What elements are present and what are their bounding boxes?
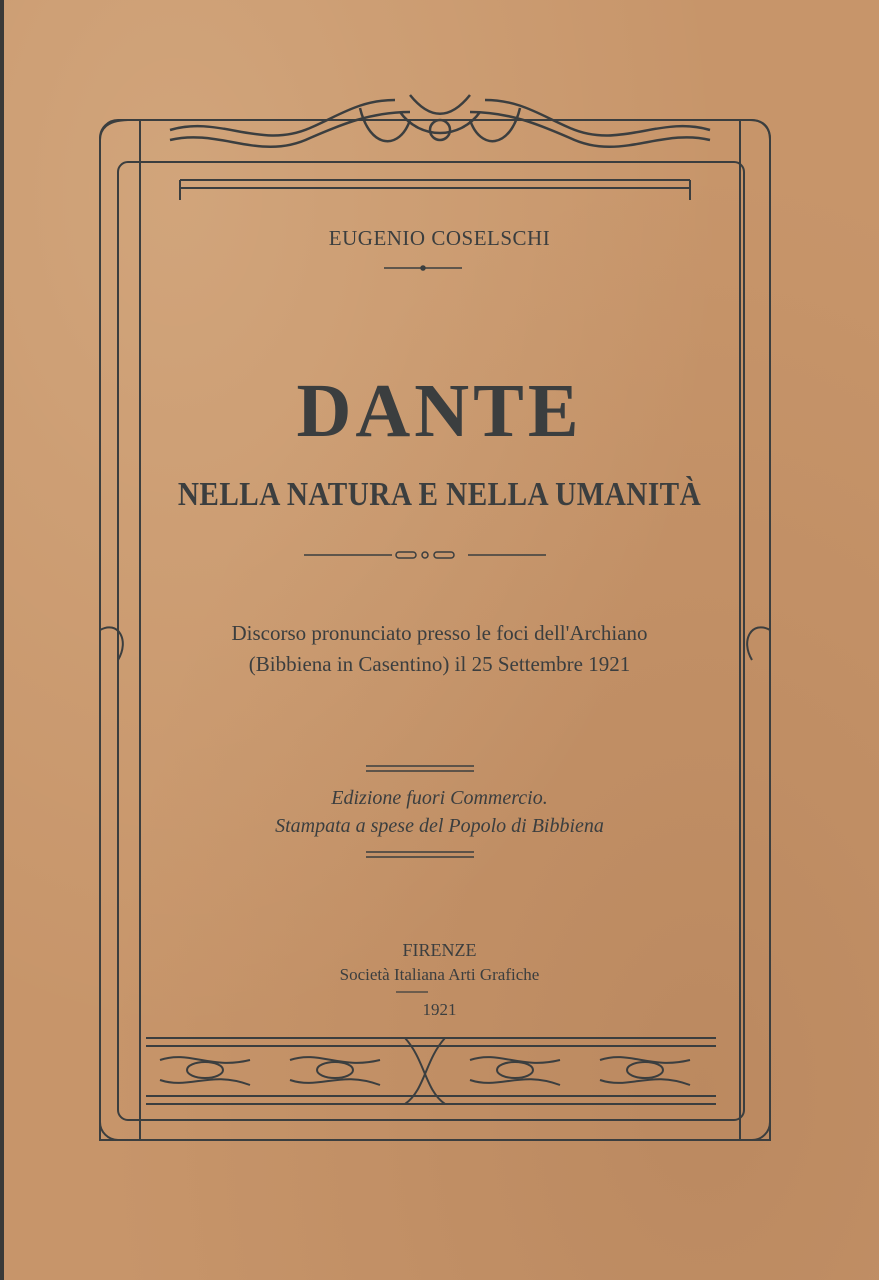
edition-note-line-2: Stampata a spese del Popolo di Bibbiena xyxy=(275,815,604,837)
author-divider xyxy=(384,266,462,270)
book-subtitle: NELLA NATURA E NELLA UMANITÀ xyxy=(177,476,702,513)
description-line-2: (Bibbiena in Casentino) il 25 Settembre 1921 xyxy=(248,652,631,676)
publication-city: FIRENZE xyxy=(402,940,477,960)
edition-rule-top xyxy=(366,766,474,771)
description-line-1: Discorso pronunciato presso le foci dell'Archiano xyxy=(231,621,648,645)
publisher-name: Società Italiana Arti Grafiche xyxy=(339,965,540,984)
publication-year: 1921 xyxy=(422,1000,457,1019)
subtitle-divider xyxy=(304,552,546,558)
edition-rule-bottom xyxy=(366,852,474,857)
author-name: EUGENIO COSELSCHI xyxy=(328,226,551,250)
bottom-ornament xyxy=(160,1057,690,1085)
edition-note-line-1: Edizione fuori Commercio. xyxy=(331,787,548,809)
book-title: DANTE xyxy=(296,369,583,453)
